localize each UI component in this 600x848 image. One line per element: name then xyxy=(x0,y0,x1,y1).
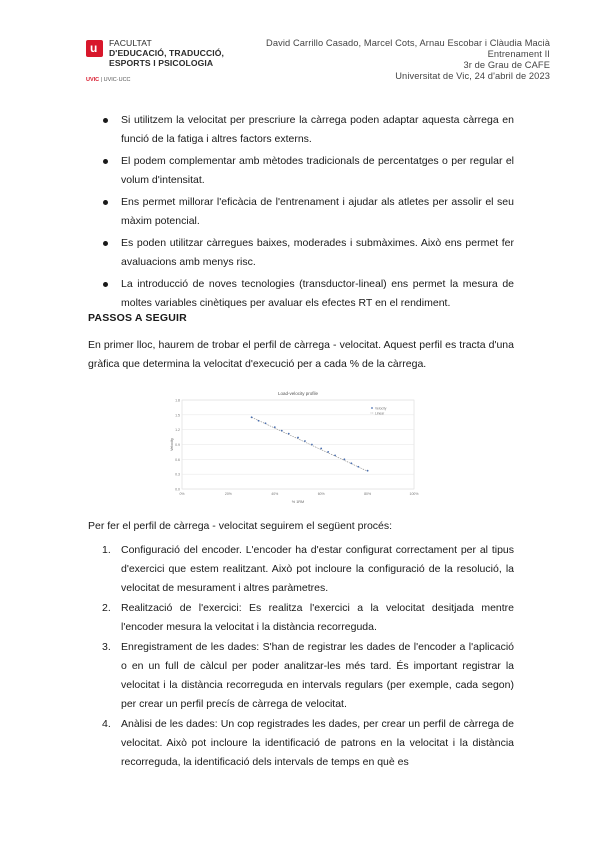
x-tick-label: 100% xyxy=(409,492,419,496)
course: 3r de Grau de CAFE xyxy=(463,60,550,70)
data-point xyxy=(344,458,346,460)
legend-label: Linear xyxy=(375,411,385,416)
bullet-icon xyxy=(103,200,108,205)
x-tick-label: 0% xyxy=(179,492,185,496)
bullet-icon xyxy=(103,118,108,123)
list-item: La introducció de noves tecnologies (transductor-lineal) ens permet la mesura de moltes variables cinètiques per avaluar els efectes RT en el rendiment. xyxy=(100,275,514,313)
bullet-icon xyxy=(103,159,108,164)
x-tick-label: 20% xyxy=(224,492,232,496)
data-point xyxy=(327,451,329,453)
data-point xyxy=(304,440,306,442)
intro-paragraph: En primer lloc, haurem de trobar el perfil de càrrega - velocitat. Aquest perfil es tracta d'una gràfica que determina la velocitat d'execució per a cada % de la càrrega. xyxy=(88,339,514,370)
y-tick-label: 1.5 xyxy=(175,413,180,418)
data-point xyxy=(350,462,352,464)
data-point xyxy=(258,420,260,422)
faculty-name: FACULTAT D'EDUCACIÓ, TRADUCCIÓ, ESPORTS I PSICOLOGIA xyxy=(109,38,225,69)
uvic-logo-icon: u xyxy=(86,40,103,57)
y-tick-label: 0.6 xyxy=(175,457,180,462)
y-tick-label: 1.8 xyxy=(175,398,180,403)
list-item: El podem complementar amb mètodes tradicionals de percentatges o per regular el volum d'intensitat. xyxy=(100,152,514,190)
data-point xyxy=(265,422,267,424)
data-point xyxy=(367,470,369,472)
faculty-logo xyxy=(86,38,256,86)
x-tick-label: 80% xyxy=(364,492,372,496)
data-point xyxy=(274,426,276,428)
list-item: Es poden utilitzar càrregues baixes, moderades i submàximes. Això ens permet fer avaluacions amb menys risc. xyxy=(100,234,514,272)
list-item: 1. Configuració del encoder. L'encoder ha d'estar configurat correctament per al tipus d'exercici que estem realitzant. Això pot incloure la configuració de la resolució, la velocitat de mesurament i altres paràmetres. xyxy=(102,544,514,594)
y-tick-label: 0.9 xyxy=(175,443,180,447)
data-point xyxy=(334,454,336,456)
legend-marker-velocity xyxy=(371,407,373,409)
list-item: Si utilitzem la velocitat per prescriure la càrrega poden adaptar aquesta càrrega en funció de la fatiga i altres factors externs. xyxy=(100,111,514,149)
list-item: Ens permet millorar l'eficàcia de l'entrenament i ajudar als atletes per assolir el seu màxim potencial. xyxy=(100,193,514,231)
data-point xyxy=(281,430,283,432)
bullet-list xyxy=(100,111,514,316)
subject: Entrenament II xyxy=(487,49,550,59)
steps-list xyxy=(100,541,514,773)
authors: David Carrillo Casado, Marcel Cots, Arnau Escobar i Clàudia Macià xyxy=(266,38,550,48)
university-subtitle: UVIC | UVIC·UCC xyxy=(86,77,131,83)
place-date: Universitat de Vic, 24 d'abril de 2023 xyxy=(395,71,550,81)
x-axis-label: % 1RM xyxy=(291,500,305,504)
legend-label: Velocity xyxy=(375,406,387,411)
bullet-icon xyxy=(103,282,108,287)
document-header xyxy=(266,38,550,82)
y-tick-label: 0.0 xyxy=(175,487,180,492)
data-point xyxy=(251,416,253,418)
x-tick-label: 60% xyxy=(317,492,325,496)
list-item: 2. Realització de l'exercici: Es realitza l'exercici a la velocitat desitjada mentre l'encoder mesura la velocitat i la distància recorreguda. xyxy=(102,602,514,633)
data-point xyxy=(311,444,313,446)
data-point xyxy=(297,437,299,439)
chart-title: Load-velocity profile xyxy=(277,391,319,396)
data-point xyxy=(357,466,359,468)
y-tick-label: 0.3 xyxy=(175,472,180,477)
y-tick-label: 1.2 xyxy=(175,428,180,433)
bullet-icon xyxy=(103,241,108,246)
data-point xyxy=(288,433,290,435)
y-axis-label: Velocity xyxy=(170,437,174,452)
section-heading: PASSOS A SEGUIR xyxy=(88,312,187,324)
process-intro: Per fer el perfil de càrrega - velocitat seguirem el següent procés: xyxy=(88,520,393,532)
list-item: 3. Enregistrament de les dades: S'han de registrar les dades de l'encoder a l'aplicació o en un full de càlcul per poder analitzar-les més tard. És important registrar la velocitat i la distància recorreguda en intervals regulars (per exemple, cada segon) per crear un perfil precís de càrrega de velocitat. xyxy=(102,641,514,710)
x-tick-label: 40% xyxy=(271,492,279,496)
load-velocity-chart xyxy=(168,386,430,506)
data-point xyxy=(320,448,322,450)
list-item: 4. Anàlisi de les dades: Un cop registrades les dades, per crear un perfil de càrrega de velocitat. Això pot incloure la identificació de patrons en la velocitat i la distància recorreguda, la identificació dels intervals de temps en què es xyxy=(102,718,514,768)
